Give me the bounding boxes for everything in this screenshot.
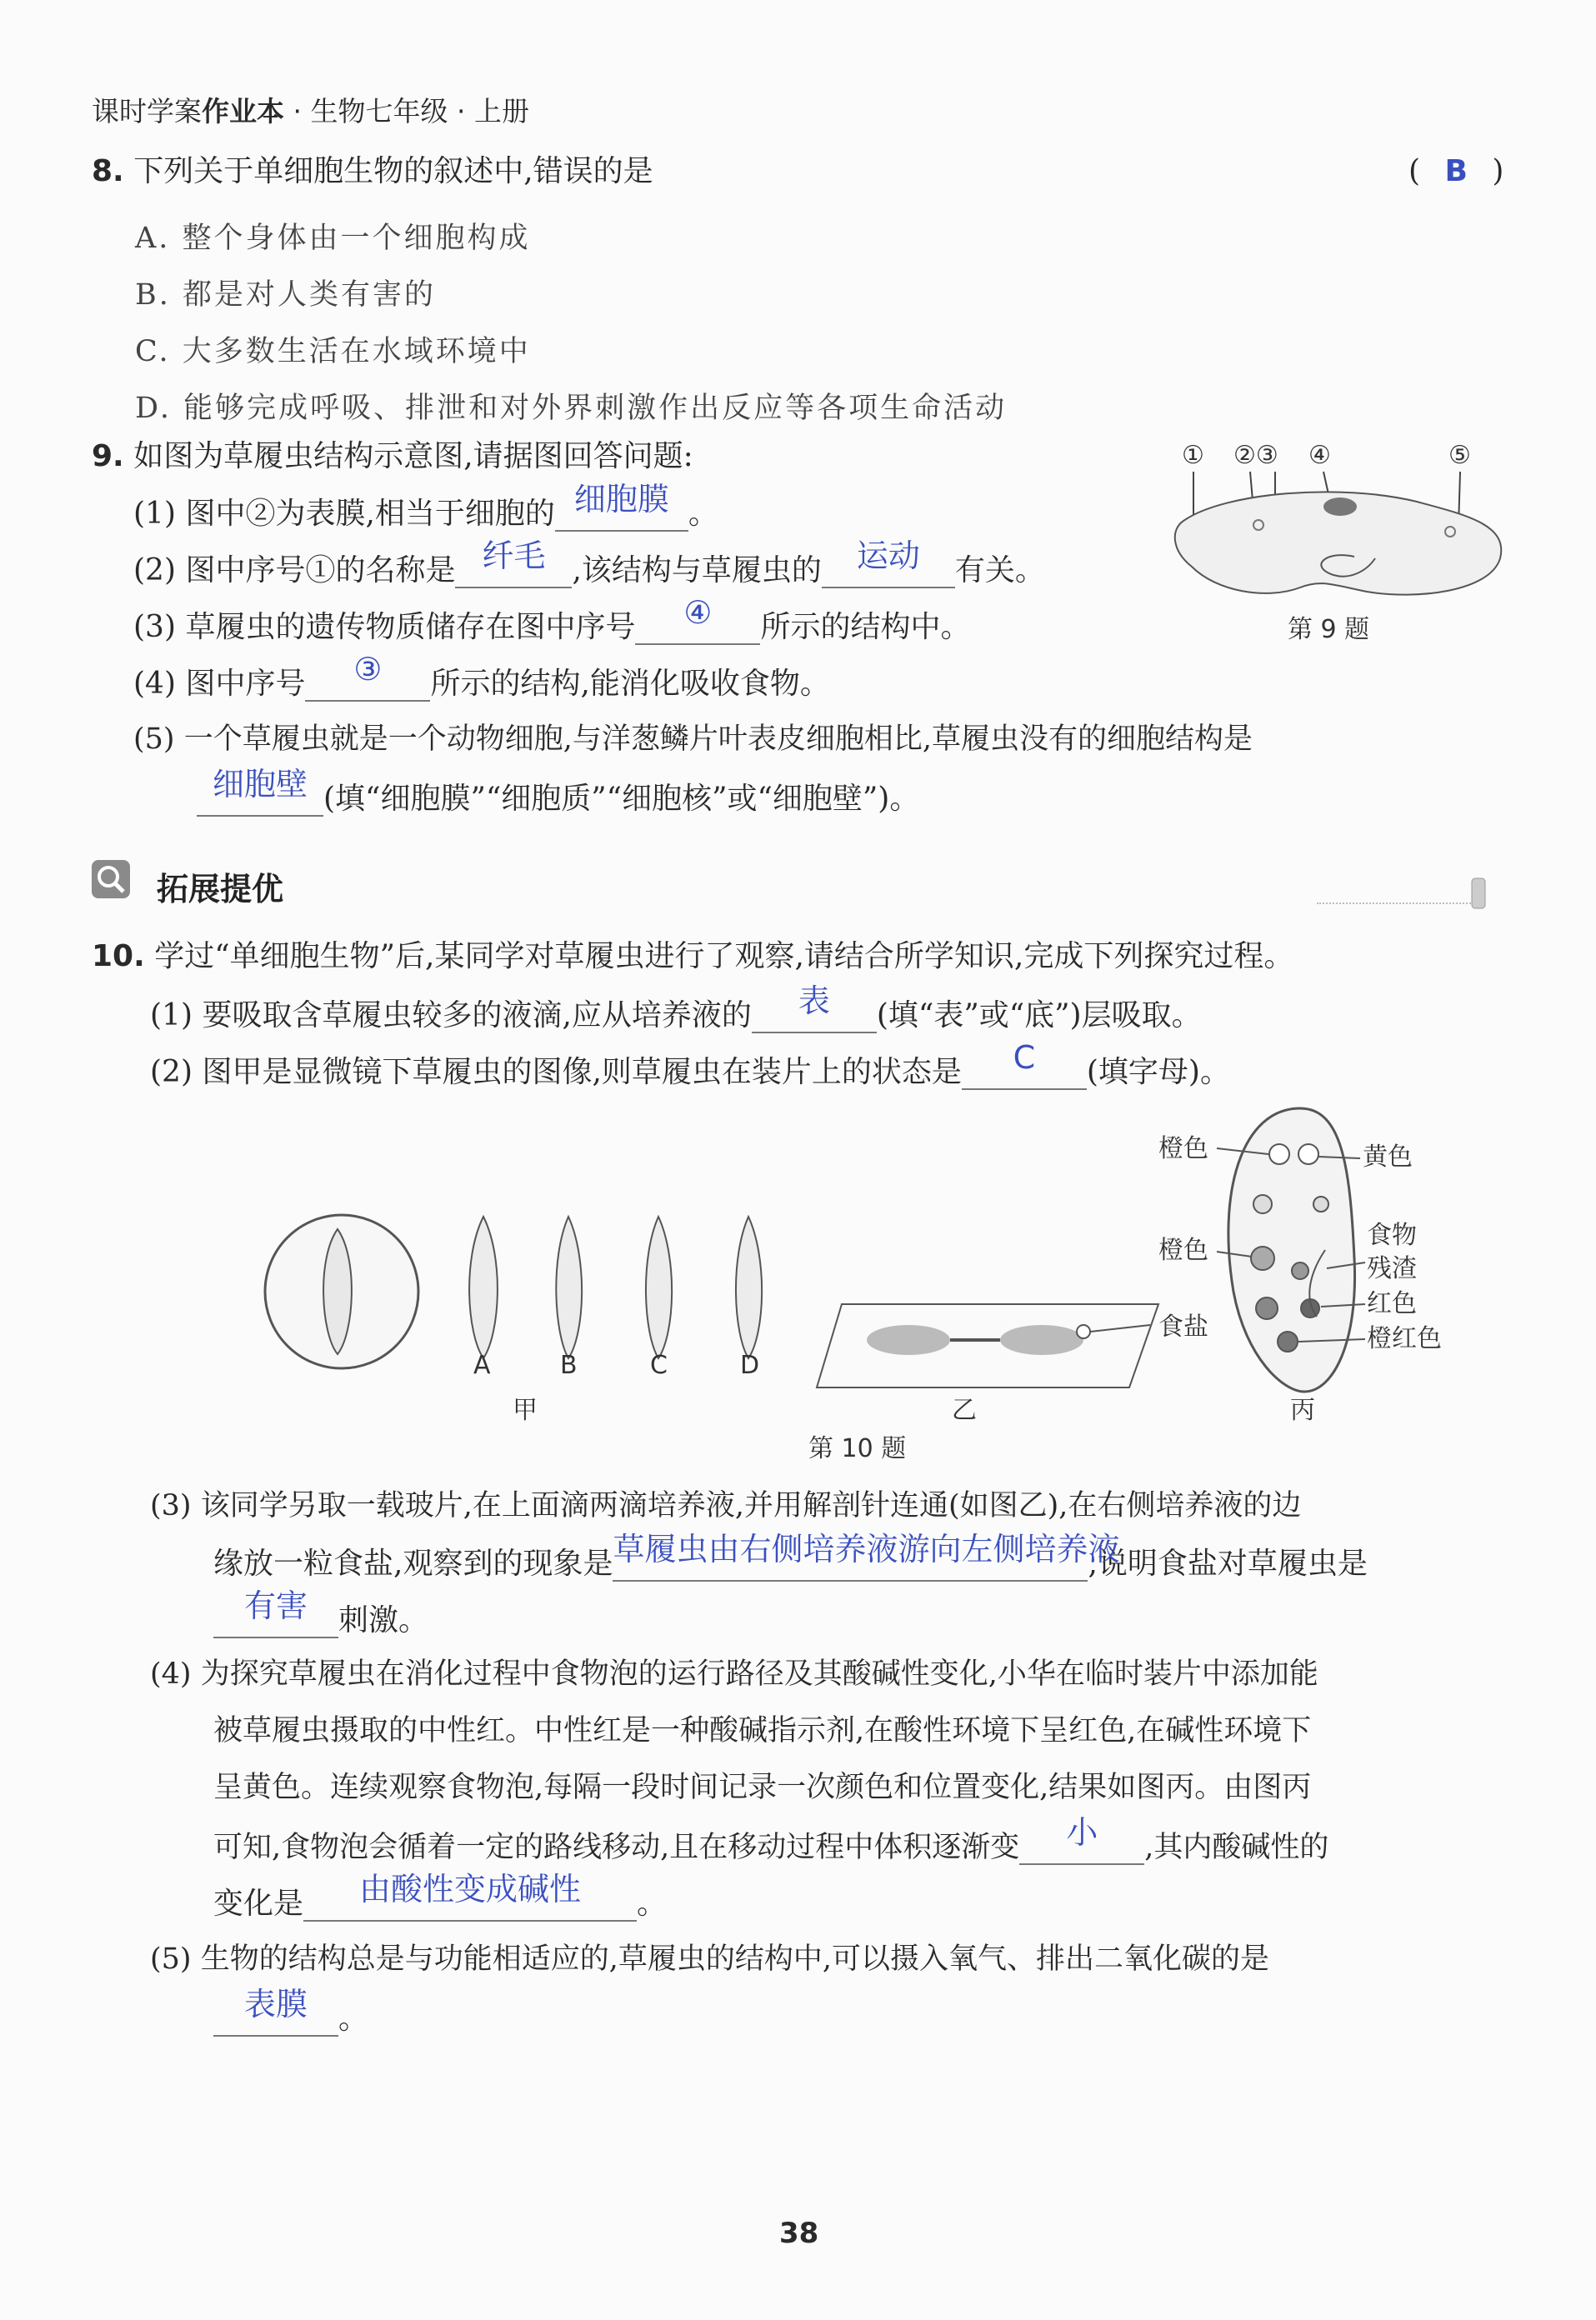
section-magnifier-icon [90, 858, 132, 900]
q10-sub4-line4 [213, 1814, 1329, 1865]
fig10-jia-label: 甲 [513, 1396, 538, 1425]
fig10-bing-orange1: 橙色 [1158, 1134, 1208, 1163]
fig10-yi [817, 1304, 1208, 1425]
fig10-bing-yellow: 黄色 [1363, 1142, 1413, 1172]
q10-sub3-line1: (3) 该同学另取一载玻片,在上面滴两滴培养液,并用解剖针连通(如图乙),在右侧培养液的边 [150, 1489, 1302, 1522]
bracket-close: ) [1492, 154, 1504, 188]
q8-answer: B [1444, 154, 1468, 188]
q9-sub4 [133, 651, 830, 702]
q10-stem [92, 939, 1294, 973]
q9-s1-answer: 细胞膜 [555, 497, 688, 532]
fig9-label-1: ① [1182, 441, 1204, 470]
q10-sub4-line3: 呈黄色。连续观察食物泡,每隔一段时间记录一次颜色和位置变化,结果如图丙。由图丙 [213, 1771, 1312, 1804]
fig10-letter-d: D [740, 1351, 760, 1380]
q10-text: 学过“单细胞生物”后,某同学对草履虫进行了观察,请结合所学知识,完成下列探究过程。 [154, 939, 1294, 973]
fig9-label-4: ④ [1308, 441, 1331, 470]
section-divider [1317, 902, 1483, 904]
q8-number: 8. [92, 154, 124, 188]
fig10-caption: 第 10 题 [808, 1434, 907, 1463]
q9-figure-paramecium [1167, 433, 1517, 658]
q8-option-c: C. 大多数生活在水域环境中 [135, 335, 531, 368]
fig10-jia-c [646, 1217, 672, 1358]
q10-s4-text: 可知,食物泡会循着一定的路线移动,且在移动过程中体积逐渐变 [213, 1831, 1020, 1864]
q9-number: 9. [92, 439, 124, 473]
q9-s2-mid: ,该结构与草履虫的 [572, 553, 822, 588]
fig10-jia-b [556, 1217, 582, 1358]
q8-option-d: D. 能够完成呼吸、排泄和对外界刺激作出反应等各项生命活动 [135, 392, 1008, 425]
fig10-bing-label: 丙 [1290, 1396, 1315, 1425]
q10-s2-post: (填字母)。 [1086, 1055, 1230, 1089]
q9-sub5-line1: (5) 一个草履虫就是一个动物细胞,与洋葱鳞片叶表皮细胞相比,草履虫没有的细胞结构是 [133, 722, 1253, 756]
fig10-letter-c: C [650, 1351, 668, 1380]
q9-s4-text: (4) 图中序号 [133, 667, 306, 701]
q10-s2-answer: C [962, 1055, 1087, 1090]
q10-sub4-line5 [213, 1871, 668, 1922]
q10-sub4-line2: 被草履虫摄取的中性红。中性红是一种酸碱指示剂,在酸性环境下呈红色,在碱性环境下 [213, 1714, 1312, 1748]
q10-s5-answer: 表膜 [213, 2002, 338, 2037]
q10-s5-post: 。 [338, 2002, 369, 2036]
header-bold: 作业本 [202, 95, 284, 128]
section-tag-icon [1467, 875, 1492, 913]
fig10-bing-residue: 残渣 [1367, 1254, 1417, 1283]
q9-stem [92, 439, 693, 473]
q10-number: 10. [92, 939, 145, 973]
q10-s4-text2: 变化是 [213, 1887, 304, 1921]
fig10-jia-a [469, 1217, 498, 1358]
q8-answer-bracket [1408, 154, 1504, 188]
section-title: 拓展提优 [157, 871, 284, 908]
q9-s2-text: (2) 图中序号①的名称是 [133, 553, 456, 588]
q10-sub3-line3 [213, 1588, 429, 1638]
q9-s1-post: 。 [688, 497, 718, 531]
q9-s5-answer: 细胞壁 [197, 782, 323, 817]
page-header [92, 90, 529, 129]
q8-option-a: A. 整个身体由一个细胞构成 [135, 222, 531, 255]
q10-sub1 [150, 982, 1202, 1033]
q10-sub2 [150, 1039, 1230, 1090]
q9-s3-post: 所示的结构中。 [760, 610, 971, 644]
q10-s3-answer2: 有害 [213, 1603, 338, 1638]
fig10-bing-orange2: 橙色 [1158, 1236, 1208, 1265]
q9-sub3 [133, 594, 971, 645]
q9-sub1 [133, 481, 718, 532]
q9-sub2 [133, 538, 1045, 588]
fig10-yi-label: 乙 [952, 1396, 977, 1425]
q10-s2-text: (2) 图甲是显微镜下草履虫的图像,则草履虫在装片上的状态是 [150, 1055, 962, 1089]
q10-s4-mid: ,其内酸碱性的 [1144, 1831, 1329, 1864]
q9-s2-answer2: 运动 [822, 553, 955, 588]
header-suffix: · 生物七年级 · 上册 [293, 95, 529, 128]
q10-s4-post: 。 [637, 1887, 668, 1921]
q10-s3-mid: ,说明食盐对草履虫是 [1088, 1547, 1368, 1581]
fig10-letter-a: A [473, 1351, 491, 1380]
q10-s4-answer2: 由酸性变成碱性 [303, 1887, 637, 1922]
q10-sub5-line2 [213, 1986, 369, 2037]
fig9-label-5: ⑤ [1448, 441, 1471, 470]
q8-stem [92, 154, 653, 188]
q9-s5-post: (填“细胞膜”“细胞质”“细胞核”或“细胞壁”)。 [323, 782, 920, 816]
q10-sub4-line1: (4) 为探究草履虫在消化过程中食物泡的运行路径及其酸碱性变化,小华在临时装片中添加能 [150, 1658, 1318, 1691]
q10-sub3-line2 [213, 1531, 1368, 1582]
fig10-jia-d [736, 1217, 762, 1358]
q9-s4-answer: ③ [305, 667, 430, 702]
q9-s2-answer1: 纤毛 [455, 553, 572, 588]
q10-s3-post: 刺激。 [338, 1603, 429, 1638]
fig10-bing-orangered: 橙红色 [1367, 1324, 1442, 1353]
fig9-caption: 第 9 题 [1288, 615, 1370, 644]
fig10-salt-label: 食盐 [1158, 1312, 1208, 1342]
q10-s1-post: (填“表”或“底”)层吸取。 [876, 998, 1202, 1032]
q9-sub5-line2 [197, 766, 920, 817]
q9-s3-answer: ④ [635, 610, 760, 645]
q10-s3-answer1: 草履虫由右侧培养液游向左侧培养液 [613, 1547, 1088, 1582]
q10-s3-text: 缘放一粒食盐,观察到的现象是 [213, 1547, 613, 1581]
fig10-bing [1158, 1108, 1442, 1425]
q8-option-b: B. 都是对人类有害的 [135, 278, 436, 312]
q10-figure [258, 1092, 1475, 1467]
header-prefix: 课时学案 [92, 95, 202, 128]
q9-text: 如图为草履虫结构示意图,请据图回答问题: [133, 439, 693, 473]
fig10-bing-food: 食物 [1367, 1221, 1417, 1250]
q8-text: 下列关于单细胞生物的叙述中,错误的是 [133, 154, 653, 188]
q10-s1-answer: 表 [752, 998, 877, 1033]
q9-s2-post: 有关。 [954, 553, 1045, 588]
q9-s1-text: (1) 图中②为表膜,相当于细胞的 [133, 497, 555, 531]
page-number: 38 [779, 2217, 819, 2250]
fig10-jia [265, 1215, 762, 1425]
q9-s3-text: (3) 草履虫的遗传物质储存在图中序号 [133, 610, 636, 644]
q10-sub5-line1: (5) 生物的结构总是与功能相适应的,草履虫的结构中,可以摄入氧气、排出二氧化碳的是 [150, 1942, 1269, 1976]
q10-s4-answer1: 小 [1019, 1830, 1144, 1865]
fig9-label-23: ②③ [1233, 441, 1278, 470]
bracket-open: ( [1408, 154, 1421, 188]
q10-s1-text: (1) 要吸取含草履虫较多的液滴,应从培养液的 [150, 998, 752, 1032]
fig10-letter-b: B [560, 1351, 578, 1380]
q9-s4-post: 所示的结构,能消化吸收食物。 [430, 667, 830, 701]
fig10-bing-red: 红色 [1367, 1289, 1417, 1318]
